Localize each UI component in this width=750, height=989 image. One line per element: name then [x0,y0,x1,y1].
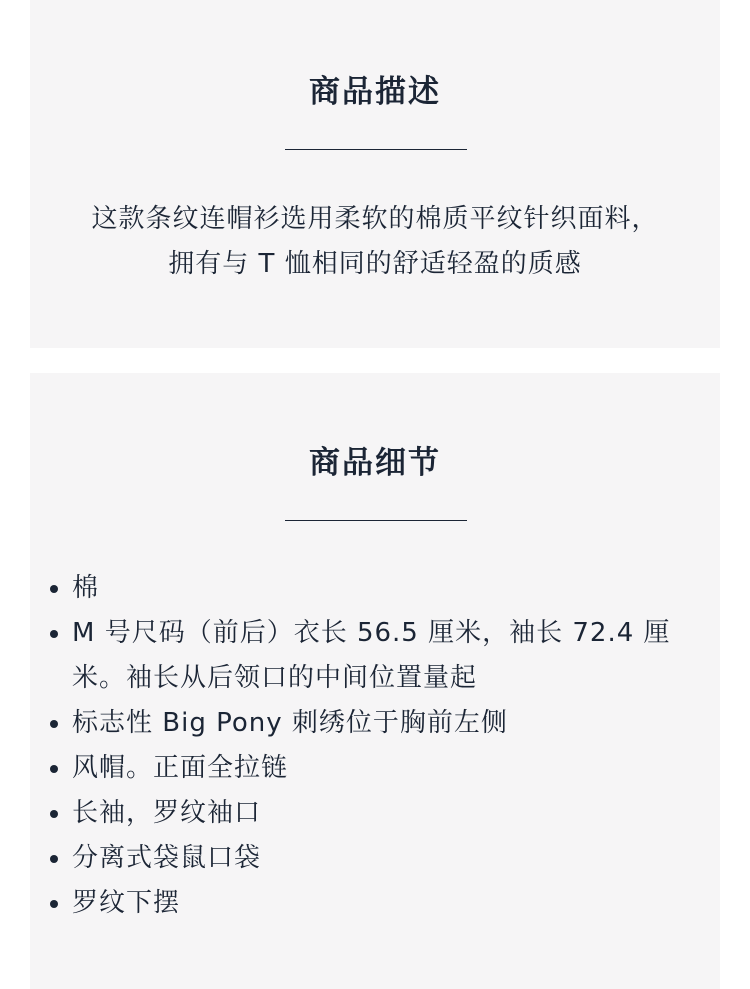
details-title: 商品细节 [309,445,441,481]
list-item-text: 分离式袋鼠口袋 [72,843,262,873]
details-divider [285,520,467,521]
description-title: 商品描述 [309,74,441,110]
list-item-text: 标志性 Big Pony 刺绣位于胸前左侧 [72,708,508,738]
list-item [72,791,694,836]
list-item-text: 棉 [72,573,100,603]
bullet-icon [50,765,58,773]
description-divider [285,149,467,150]
description-line: 拥有与 T 恤相同的舒适轻盈的质感 [168,249,582,279]
bullet-icon [50,585,58,593]
list-item [72,611,694,701]
list-item [72,701,694,746]
details-list [72,566,694,926]
list-item-text: 长袖，罗纹袖口 [72,798,262,828]
list-item [72,881,694,926]
bullet-icon [50,900,58,908]
bullet-icon [50,720,58,728]
list-item-text: 罗纹下摆 [72,888,181,918]
bullet-icon [50,630,58,638]
description-line: 这款条纹连帽衫选用柔软的棉质平纹针织面料， [91,204,659,234]
list-item-text: 风帽。正面全拉链 [72,753,289,783]
list-item [72,836,694,881]
description-text [60,197,690,287]
list-item [72,746,694,791]
list-item-text: M 号尺码（前后）衣长 56.5 厘米，袖长 72.4 厘米。袖长从后领口的中间位置量起 [72,618,671,693]
details-card [30,373,720,989]
bullet-icon [50,855,58,863]
description-card [30,0,720,348]
bullet-icon [50,810,58,818]
list-item [72,566,694,611]
